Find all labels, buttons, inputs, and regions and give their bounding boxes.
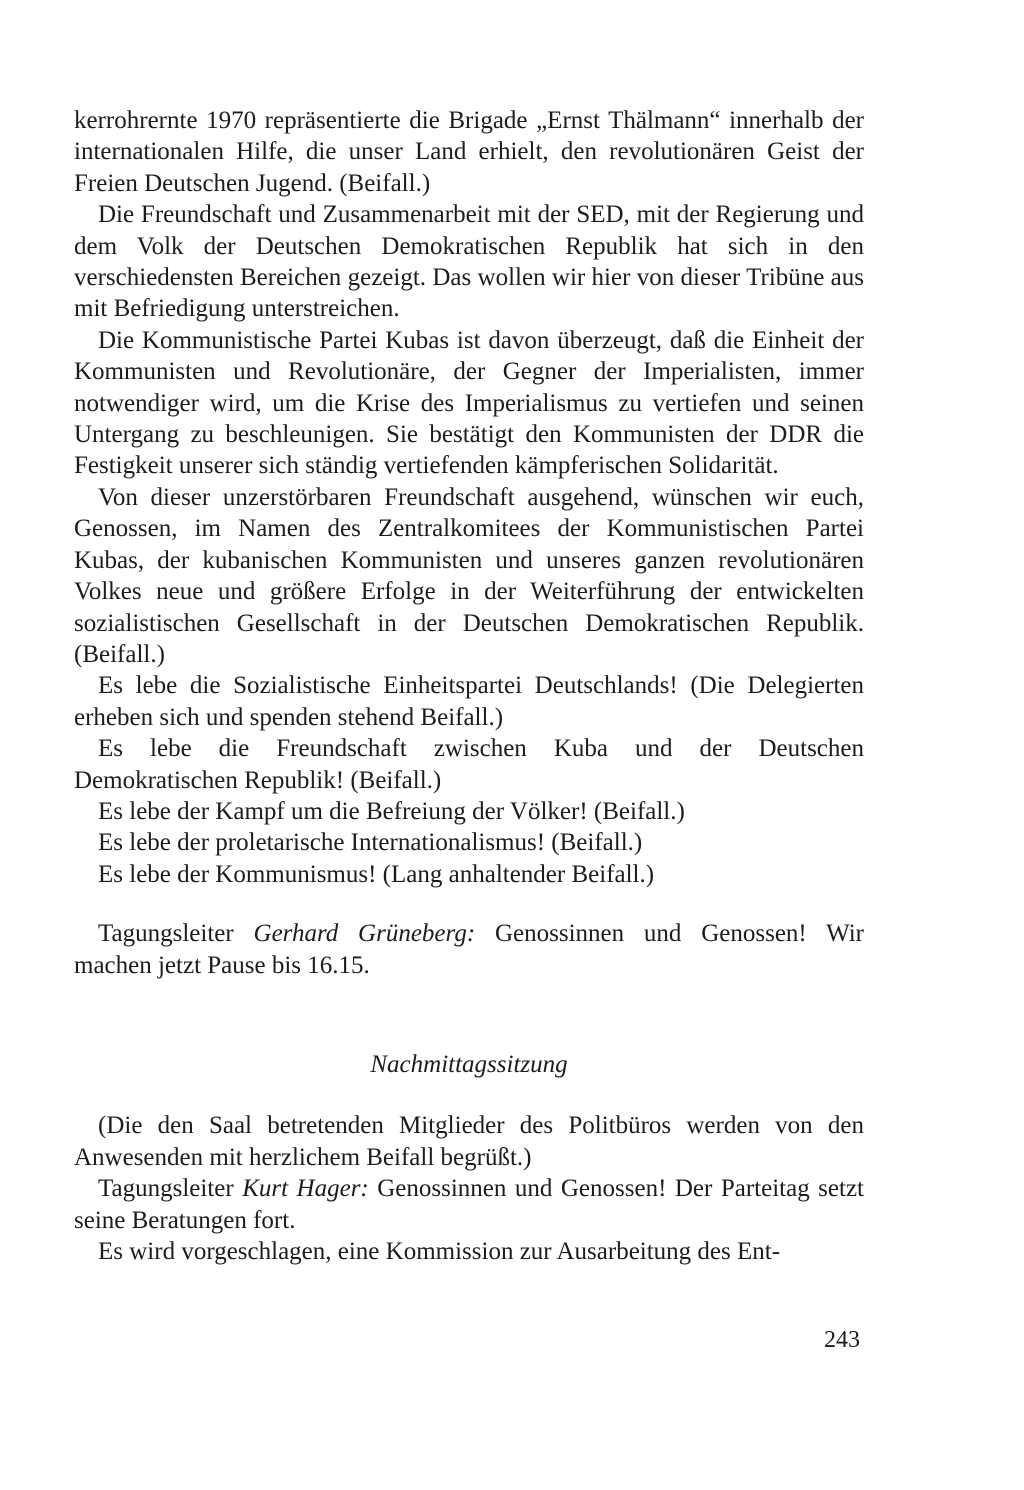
chair-prefix: Tagungsleiter <box>98 1175 243 1203</box>
paragraph-unity: Die Kommunistische Partei Kubas ist davon überzeugt, daß die Einheit der Kommunisten und Revolutionäre, der Gegner der Imperialisten, immer notwendiger wird, um die Krise des Imperialismus zu vertiefen und seinen Untergang zu beschleunigen. Sie bestätigt den Kommunisten der DDR die Festigkeit unserer sich ständig vertiefenden kämpferischen Solidarität. <box>74 326 864 480</box>
chair-text: Genossinnen und Genossen! Wir machen jetzt Pause bis 16.15. <box>74 920 864 979</box>
paragraph-toast-sed: Es lebe die Sozialistische Einheitspartei Deutschlands! (Die Delegierten erheben sich und spenden stehend Beifall.) <box>74 672 864 731</box>
paragraph-wishes: Von dieser unzerstörbaren Freundschaft ausgehend, wünschen wir euch, Genossen, im Namen des Zentralkomitees der Kommunistischen Partei Kubas, der kubanischen Kommunisten und unseres ganzen revolutionären Volkes neue und größere Erfolge in der Weiterführung der entwickelten sozialistischen Gesellschaft in der Deutschen Demokratischen Republik. (Beifall.) <box>74 483 864 668</box>
paragraph-commission: Es wird vorgeschlagen, eine Kommission zur Ausarbeitung des Ent- <box>98 1238 781 1265</box>
paragraph-continuation: kerrohrernte 1970 repräsentierte die Brigade „Ernst Thälmann“ innerhalb der internationalen Hilfe, die unser Land erhielt, den revolutionären Geist der Freien Deutschen Jugend. (Beifall.) <box>74 107 864 197</box>
paragraph-toast-liberation: Es lebe der Kampf um die Befreiung der Völker! (Beifall.) <box>98 797 685 825</box>
section-heading: Nachmittagssitzung <box>370 1050 568 1078</box>
paragraph-toast-communism: Es lebe der Kommunismus! (Lang anhaltender Beifall.) <box>98 860 655 888</box>
page-number: 243 <box>824 1327 860 1353</box>
speaker-name: Gerhard Grüneberg: <box>253 920 476 948</box>
chair-statement-2 <box>74 1173 864 1236</box>
page-body <box>74 105 864 1267</box>
paragraph-toast-friendship: Es lebe die Freundschaft zwischen Kuba und der Deutschen Demokratischen Republik! (Beifall.) <box>74 735 864 794</box>
chair-statement-1 <box>74 918 864 981</box>
paragraph-friendship: Die Freundschaft und Zusammenarbeit mit der SED, mit der Regierung und dem Volk der Deutschen Demokratischen Republik hat sich in den verschiedensten Bereichen gezeigt. Das wollen wir hier von dieser Tribüne aus mit Befriedigung unterstreichen. <box>74 201 864 323</box>
paragraph-toast-internationalism: Es lebe der proletarische Internationalismus! (Beifall.) <box>98 829 643 857</box>
chair-prefix: Tagungsleiter <box>98 920 254 948</box>
paragraph-politburo-entry: (Die den Saal betretenden Mitglieder des Politbüros werden von den Anwesenden mit herzlichem Beifall begrüßt.) <box>74 1112 864 1171</box>
speaker-name: Kurt Hager: <box>242 1175 369 1203</box>
chair-text: Genossinnen und Genossen! Der Parteitag setzt seine Beratungen fort. <box>74 1175 864 1234</box>
